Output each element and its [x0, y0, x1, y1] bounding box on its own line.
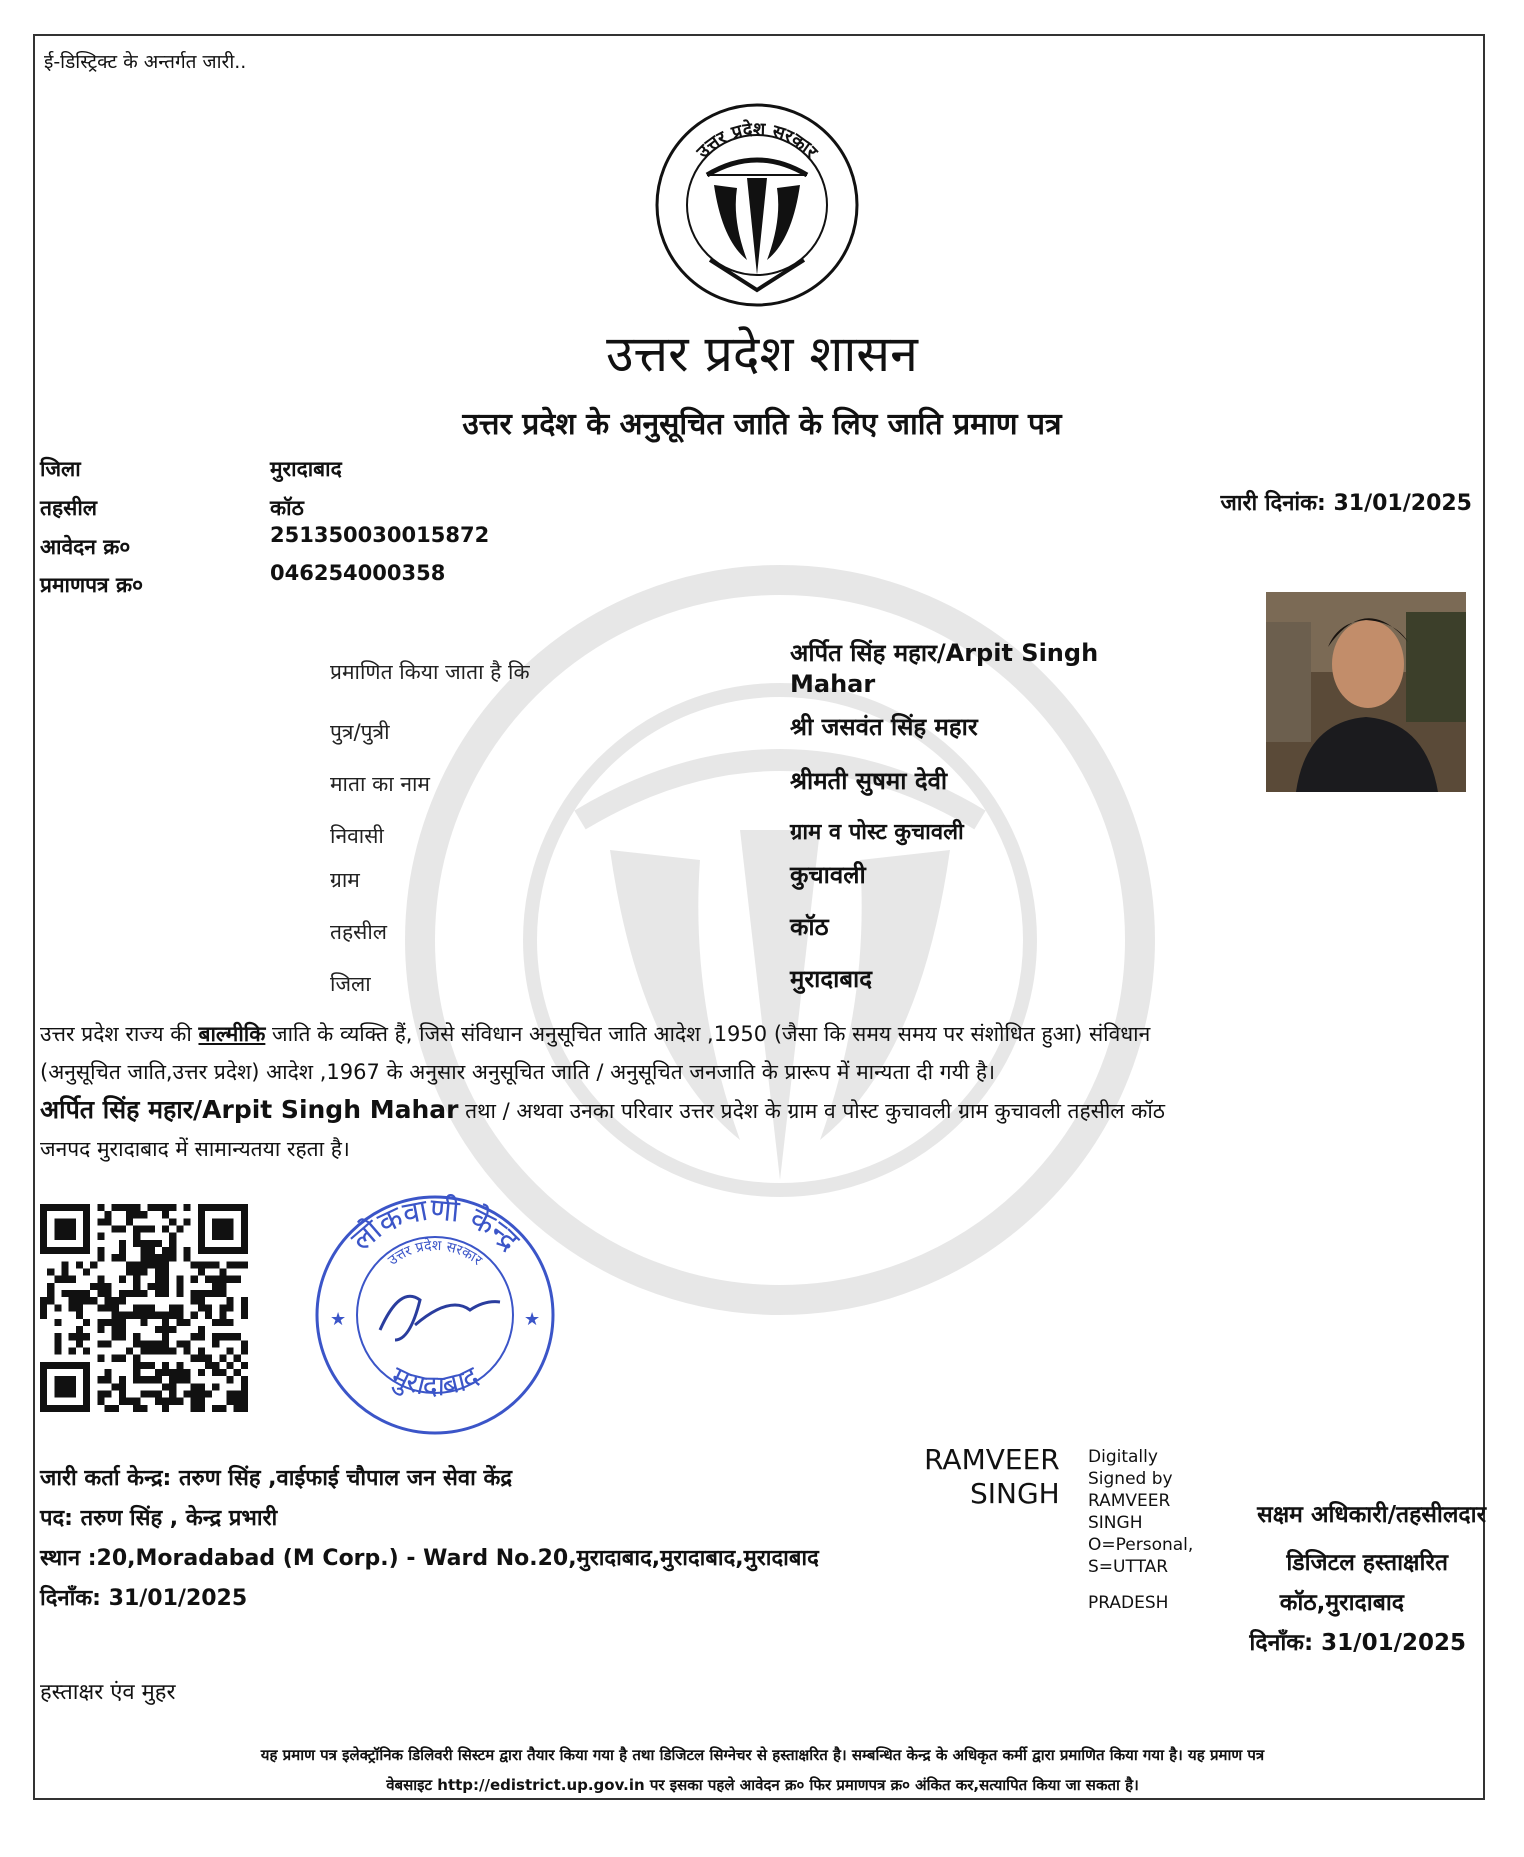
- certificate-number-label: प्रमाणपत्र क्र०: [40, 573, 144, 597]
- svg-text:उत्तर प्रदेश सरकार: [692, 118, 822, 163]
- issuer-date: दिनाँक: 31/01/2025: [40, 1586, 248, 1611]
- verification-qr-code: [40, 1204, 248, 1412]
- mother-name: श्रीमती सुषमा देवी: [790, 767, 948, 795]
- government-title: उत्तर प्रदेश शासन: [606, 325, 918, 383]
- svg-text:★: ★: [524, 1309, 541, 1330]
- stamp-text-bottom: मुरादाबाद: [386, 1359, 484, 1403]
- footer-note: यह प्रमाण पत्र इलेक्ट्रॉनिक डिलिवरी सिस्टम द्वारा तैयार किया गया है तथा डिजिटल सिग्नेचर से हस्ताक्षरित है। सम्बन्धित केन्द्र के अधिकृत कर्मी द्वारा प्रमाणित किया गया है। यह प्रमाण पत्र वेबसाइट http://edistrict.up.gov.in पर इसका पहले आवेदन क्र० फिर प्रमाणपत्र क्र० अंकित कर,सत्यापित किया जा सकता है।: [260, 1746, 1265, 1794]
- up-government-emblem: [652, 100, 862, 310]
- caste-name: बाल्मीकि: [198, 1022, 266, 1046]
- svg-text:मुरादाबाद: [386, 1359, 485, 1402]
- caste-statement: उत्तर प्रदेश राज्य की बाल्मीकि जाति के व्यक्ति हैं, जिसे संविधान अनुसूचित जाति आदेश ,1950 (जैसा कि समय समय पर संशोधित हुआ) संविधान (अनुसूचित जाति,उत्तर प्रदेश) आदेश ,1967 के अनुसार अनुसूचित जाति / अनुसूचित जनजाति के प्रारूप में मान्यता दी गयी है। अर्पित सिंह महार/Arpit Singh Mahar तथा / अथवा उनका परिवार उत्तर प्रदेश के ग्राम व पोस्ट कुचावली ग्राम कुचावली तहसील कॉठ जनपद मुरादाबाद में सामान्यतया रहता है।: [40, 1022, 1165, 1161]
- tehsil-value: कॉठ: [270, 496, 304, 520]
- certified-label: प्रमाणित किया जाता है कि: [330, 660, 530, 684]
- digital-signer-name: RAMVEER SINGH: [924, 1443, 1060, 1510]
- issue-date: जारी दिनांक: 31/01/2025: [1220, 491, 1472, 516]
- authority-title: सक्षम अधिकारी/तहसीलदार: [1257, 1502, 1486, 1528]
- svg-text:★: ★: [330, 1309, 347, 1330]
- tehsil-label: तहसील: [40, 496, 97, 520]
- village-value: कुचावली: [790, 861, 866, 889]
- emblem-text: उत्तर प्रदेश सरकार: [692, 118, 822, 163]
- application-number-value: 251350030015872: [270, 523, 490, 547]
- svg-text:उत्तर प्रदेश सरकार: [385, 1237, 485, 1269]
- child-of-label: पुत्र/पुत्री: [330, 720, 390, 744]
- district-detail-label: जिला: [330, 972, 371, 996]
- resident-value: ग्राम व पोस्ट कुचावली: [790, 820, 964, 845]
- signature-seal-note: हस्ताक्षर एंव मुहर: [40, 1680, 176, 1705]
- resident-label: निवासी: [330, 824, 384, 848]
- issuer-post: पद: तरुण सिंह , केन्द्र प्रभारी: [40, 1506, 278, 1531]
- district-detail-value: मुरादाबाद: [790, 965, 873, 993]
- stamp-text-top: लोकवाणी केन्द्र: [344, 1192, 527, 1259]
- certificate-number-value: 046254000358: [270, 561, 446, 585]
- applicant-photo: [1266, 592, 1466, 792]
- lokvani-kendra-stamp: [310, 1190, 560, 1440]
- digital-signature-details: Digitally Signed by RAMVEER SINGH O=Personal, S=UTTAR PRADESH: [1088, 1447, 1194, 1613]
- certificate-title: उत्तर प्रदेश के अनुसूचित जाति के लिए जाति प्रमाण पत्र: [462, 407, 1062, 442]
- issue-note: ई-डिस्ट्रिक्ट के अन्तर्गत जारी..: [44, 51, 247, 73]
- issuer-place: स्थान :20,Moradabad (M Corp.) - Ward No.20,मुरादाबाद,मुरादाबाद,मुरादाबाद: [40, 1546, 819, 1571]
- village-label: ग्राम: [330, 868, 360, 892]
- father-name: श्री जसवंत सिंह महार: [790, 713, 978, 741]
- authority-place: कॉठ,मुरादाबाद: [1279, 1590, 1404, 1616]
- authority-date: दिनाँक: 31/01/2025: [1249, 1630, 1466, 1656]
- application-number-label: आवेदन क्र०: [40, 535, 131, 559]
- applicant-name-line1: अर्पित सिंह महार/Arpit Singh: [790, 639, 1099, 667]
- mother-name-label: माता का नाम: [330, 772, 430, 796]
- district-label: जिला: [40, 457, 81, 481]
- applicant-name-line2: Mahar: [790, 670, 876, 698]
- issuing-centre: जारी कर्ता केन्द्र: तरुण सिंह ,वाईफाई चौपाल जन सेवा केंद्र: [40, 1466, 513, 1491]
- stamp-text-middle: उत्तर प्रदेश सरकार: [385, 1237, 485, 1269]
- district-value: मुरादाबाद: [270, 457, 342, 481]
- tehsil-detail-label: तहसील: [330, 920, 387, 944]
- authority-digital-signed: डिजिटल हस्ताक्षरित: [1286, 1550, 1448, 1576]
- tehsil-detail-value: कॉठ: [790, 913, 829, 941]
- statement-applicant-name: अर्पित सिंह महार/Arpit Singh Mahar: [40, 1095, 459, 1124]
